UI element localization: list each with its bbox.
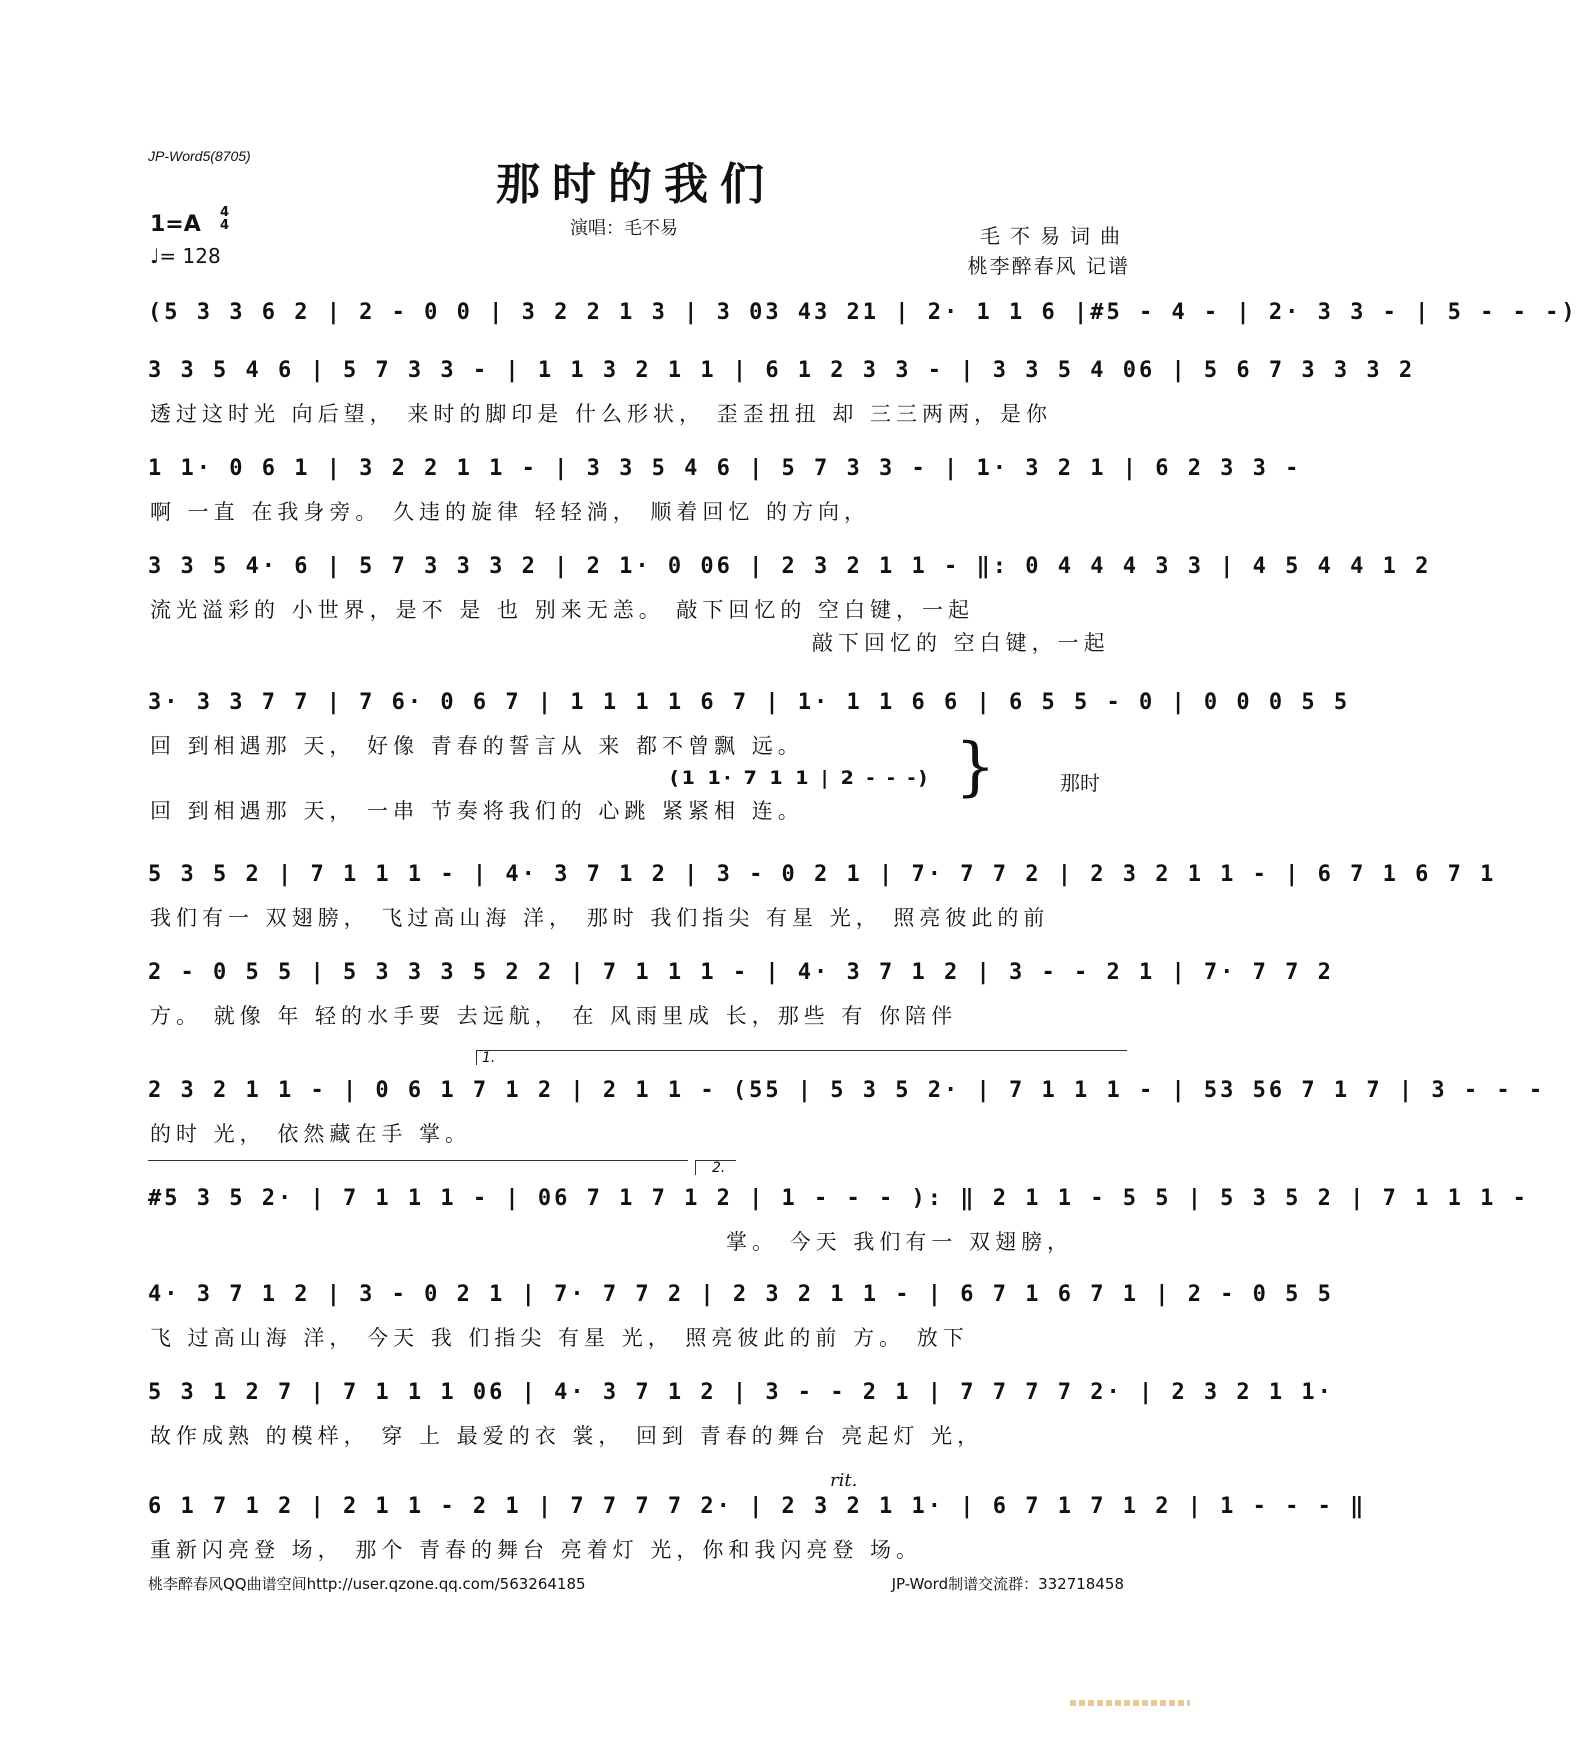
time-signature (220, 206, 229, 232)
lyric-line: 重新闪亮登 场， 那个 青春的舞台 亮着灯 光，你和我闪亮登 场。 (150, 1538, 923, 1562)
ritardando-mark: rit. (830, 1470, 858, 1491)
lyric-line-second-verse: 回 到相遇那 天， 一串 节奏将我们的 心跳 紧紧相 连。 (150, 799, 804, 823)
verse-brace: } (955, 730, 996, 804)
first-ending-number: 1. (482, 1050, 496, 1066)
time-signature-bottom: 4 (220, 218, 230, 233)
time-signature-top: 4 (220, 205, 230, 220)
tempo-marking: ♩= 128 (150, 244, 221, 268)
lyric-line: 流光溢彩的 小世界，是不 是 也 别来无恙。 敲下回忆的 空白键，一起 (150, 598, 975, 622)
software-watermark: JP-Word5(8705) (148, 148, 251, 164)
notation-line: 1 1· 0 6 1 | 3 2 2 1 1 - | 3 3 5 4 6 | 5 7 3 3 - | 1· 3 2 1 | 6 2 3 3 - (148, 456, 1302, 481)
second-ending-number: 2. (712, 1160, 726, 1176)
first-ending-continuation (148, 1160, 688, 1175)
lyric-line: 方。 就像 年 轻的水手要 去远航， 在 风雨里成 长，那些 有 你陪伴 (150, 1004, 958, 1028)
footer-source-link: 桃李醉春风QQ曲谱空间http://user.qzone.qq.com/563264185 (148, 1575, 586, 1593)
notation-line: 6 1 7 1 2 | 2 1 1 - 2 1 | 7 7 7 7 2· | 2 3 2 1 1· | 6 7 1 7 1 2 | 1 - - - ‖ (148, 1494, 1367, 1519)
lyric-line-second-verse: 敲下回忆的 空白键，一起 (812, 631, 1110, 655)
lyric-line: 透过这时光 向后望， 来时的脚印是 什么形状， 歪歪扭扭 却 三三两两，是你 (150, 402, 1053, 426)
scan-artifact (1070, 1700, 1190, 1706)
transcriber-credit: 桃李醉春风 记谱 (967, 254, 1130, 278)
notation-line: 5 3 5 2 | 7 1 1 1 - | 4· 3 7 1 2 | 3 - 0 2 1 | 7· 7 7 2 | 2 3 2 1 1 - | 6 7 1 6 7 1 (148, 862, 1497, 887)
footer-group-info: JP-Word制谱交流群：332718458 (891, 1575, 1124, 1593)
lyric-line: 回 到相遇那 天， 好像 青春的誓言从 来 都不曾飘 远。 (150, 734, 804, 758)
first-ending-bracket (476, 1050, 1127, 1065)
lyric-line: 我们有一 双翅膀， 飞过高山海 洋， 那时 我们指尖 有星 光， 照亮彼此的前 (150, 906, 1050, 930)
notation-line: 3 3 5 4· 6 | 5 7 3 3 3 2 | 2 1· 0 06 | 2 3 2 1 1 - ‖: 0 4 4 4 3 3 | 4 5 4 4 1 2 (148, 554, 1432, 579)
singer-credit: 演唱：毛不易 (570, 218, 678, 239)
pickup-lyric: 那时 (1060, 771, 1100, 795)
lyric-line: 飞 过高山海 洋， 今天 我 们指尖 有星 光， 照亮彼此的前 方。 放下 (150, 1326, 969, 1350)
lyric-line: 掌。 今天 我们有一 双翅膀， (726, 1230, 1074, 1254)
lyric-line: 啊 一直 在我身旁。 久违的旋律 轻轻淌， 顺着回忆 的方向， (150, 500, 871, 524)
notation-line: 4· 3 7 1 2 | 3 - 0 2 1 | 7· 7 7 2 | 2 3 2 1 1 - | 6 7 1 6 7 1 | 2 - 0 5 5 (148, 1282, 1334, 1307)
notation-line: 3 3 5 4 6 | 5 7 3 3 - | 1 1 3 2 1 1 | 6 1 2 3 3 - | 3 3 5 4 06 | 5 6 7 3 3 3 2 (148, 358, 1416, 383)
notation-line: 3· 3 3 7 7 | 7 6· 0 6 7 | 1 1 1 1 6 7 | 1· 1 1 6 6 | 6 5 5 - 0 | 0 0 0 5 5 (148, 690, 1351, 715)
notation-line: #5 3 5 2· | 7 1 1 1 - | 06 7 1 7 1 2 | 1 - - - ): ‖ 2 1 1 - 5 5 | 5 3 5 2 | 7 1 1 1 - (148, 1186, 1529, 1211)
interlude-notation: (1 1· 7 1 1 | 2 - - -) (670, 767, 931, 789)
notation-line: (5 3 3 6 2 | 2 - 0 0 | 3 2 2 1 3 | 3 03 43 21 | 2· 1 1 6 |#5 - 4 - | 2· 3 3 - | 5 - - -) (148, 300, 1578, 325)
key-signature: 1=A (150, 212, 201, 237)
notation-line: 5 3 1 2 7 | 7 1 1 1 06 | 4· 3 7 1 2 | 3 - - 2 1 | 7 7 7 7 2· | 2 3 2 1 1· (148, 1380, 1334, 1405)
lyric-line: 故作成熟 的模样， 穿 上 最爱的衣 裳， 回到 青春的舞台 亮起灯 光， (150, 1424, 984, 1448)
notation-line: 2 - 0 5 5 | 5 3 3 3 5 2 2 | 7 1 1 1 - | 4· 3 7 1 2 | 3 - - 2 1 | 7· 7 7 2 (148, 960, 1334, 985)
song-title: 那时的我们 (496, 159, 776, 210)
composer-credit: 毛不易词曲 (980, 224, 1130, 248)
lyric-line: 的时 光， 依然藏在手 掌。 (150, 1122, 472, 1146)
notation-line: 2 3 2 1 1 - | 0 6 1 7 1 2 | 2 1 1 - (55 | 5 3 5 2· | 7 1 1 1 - | 53 56 7 1 7 | 3 - - - (148, 1078, 1546, 1103)
